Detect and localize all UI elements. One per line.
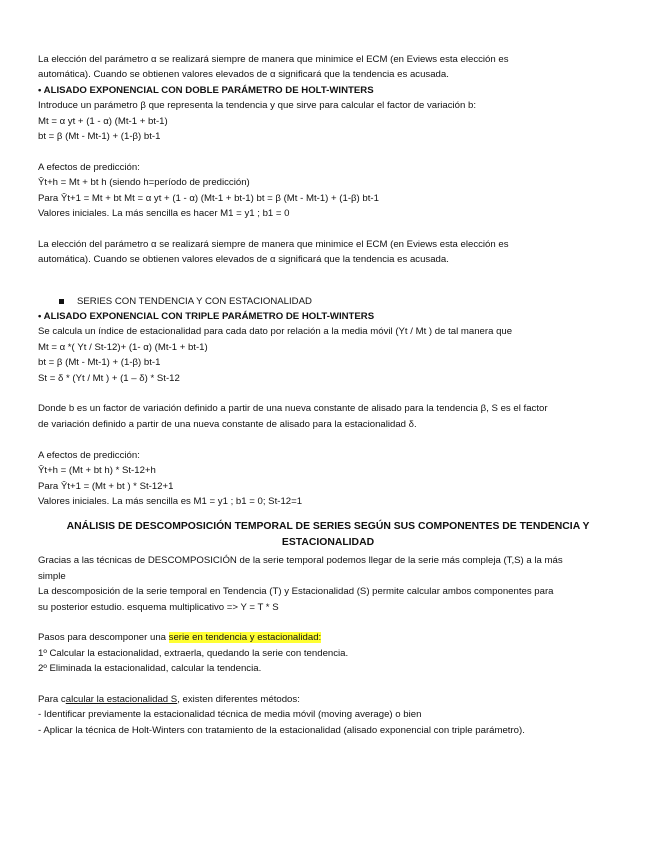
- formula-line: bt = β (Mt - Mt-1) + (1-β) bt-1: [38, 131, 161, 143]
- paragraph-line: automática). Cuando se obtienen valores elevados de α significará que la tendencia es acusada.: [38, 69, 449, 81]
- paragraph-line: de variación definido a partir de una nueva constante de alisado para la estacionalidad δ.: [38, 418, 417, 430]
- paragraph-line: Donde b es un factor de variación definido a partir de una nueva constante de alisado para la tendencia β, S es el factor: [38, 403, 548, 415]
- paragraph-line: Introduce un parámetro β que representa la tendencia y que sirve para calcular el factor de variación b:: [38, 100, 477, 112]
- underlined-text: alcular la estacionalidad S: [65, 693, 178, 705]
- paragraph-line: simple: [38, 570, 66, 582]
- main-heading: ANÁLISIS DE DESCOMPOSICIÓN TEMPORAL DE SERIES SEGÚN SUS COMPONENTES DE TENDENCIA Y ESTACIONALIDAD: [66, 521, 590, 549]
- formula-line: Mt = α yt + (1 - α) (Mt-1 + bt-1): [38, 115, 168, 127]
- bullet-text: SERIES CON TENDENCIA Y CON ESTACIONALIDAD: [77, 295, 312, 307]
- document-body: [38, 52, 618, 738]
- paragraph-line: A efectos de predicción:: [38, 161, 140, 173]
- paragraph-line: Gracias a las técnicas de DESCOMPOSICIÓN de la serie temporal podemos llegar de la serie más compleja (T,S) a la más: [38, 555, 563, 567]
- paragraph-line: Valores iniciales. La más sencilla es hacer M1 = y1 ; b1 = 0: [38, 208, 290, 220]
- highlighted-text: serie en tendencia y estacionalidad:: [168, 632, 322, 644]
- paragraph-line: automática). Cuando se obtienen valores elevados de α significará que la tendencia es acusada.: [38, 254, 449, 266]
- method-line: - Aplicar la técnica de Holt-Winters con tratamiento de la estacionalidad (alisado exponencial con triple parámetro).: [38, 724, 525, 736]
- paragraph-line: su posterior estudio. esquema multiplicativo => Y = T * S: [38, 601, 279, 613]
- paragraph-line: La elección del parámetro α se realizará siempre de manera que minimice el ECM (en Eviews esta elección es: [38, 54, 509, 65]
- formula-line: Para Ŷt+1 = Mt + bt Mt = α yt + (1 - α) (Mt-1 + bt-1) bt = β (Mt - Mt-1) + (1-β) bt-1: [38, 192, 379, 204]
- formula-line: Mt = α *( Yt / St-12)+ (1- α) (Mt-1 + bt-1): [38, 341, 208, 353]
- section-heading-doble: • ALISADO EXPONENCIAL CON DOBLE PARÁMETRO DE HOLT-WINTERS: [38, 84, 374, 96]
- paragraph-line: La descomposición de la serie temporal en Tendencia (T) y Estacionalidad (S) permite calcular ambos componentes para: [38, 586, 554, 598]
- formula-line: Ŷt+h = Mt + bt h (siendo h=período de predicción): [38, 177, 250, 189]
- methods-intro: [38, 692, 618, 707]
- paragraph-line: A efectos de predicción:: [38, 449, 140, 461]
- methods-intro-prefix: Para c: [38, 693, 66, 705]
- step-line: 1º Calcular la estacionalidad, extraerla, quedando la serie con tendencia.: [38, 647, 349, 659]
- formula-line: St = δ * (Yt / Mt ) + (1 – δ) * St-12: [38, 372, 180, 384]
- step-line: 2º Eliminada la estacionalidad, calcular la tendencia.: [38, 663, 262, 675]
- formula-line: Para Ŷt+1 = (Mt + bt ) * St-12+1: [38, 480, 174, 492]
- paragraph-line: Se calcula un índice de estacionalidad para cada dato por relación a la media móvil (Yt / Mt ) de tal manera que: [38, 326, 513, 338]
- formula-line: bt = β (Mt - Mt-1) + (1-β) bt-1: [38, 357, 161, 369]
- methods-intro-suffix: , existen diferentes métodos:: [177, 693, 300, 705]
- bullet-item: [38, 294, 618, 309]
- paragraph-line: Valores iniciales. La más sencilla es M1 = y1 ; b1 = 0; St-12=1: [38, 495, 303, 507]
- section-heading-triple: • ALISADO EXPONENCIAL CON TRIPLE PARÁMETRO DE HOLT-WINTERS: [38, 311, 375, 323]
- method-line: - Identificar previamente la estacionalidad técnica de media móvil (moving average) o bien: [38, 709, 422, 721]
- paragraph-line: La elección del parámetro α se realizará siempre de manera que minimice el ECM (en Eviews esta elección es: [38, 238, 509, 250]
- steps-intro: [38, 630, 618, 645]
- formula-line: Ŷt+h = (Mt + bt h) * St-12+h: [38, 465, 156, 477]
- steps-intro-text: Pasos para descomponer una: [38, 632, 169, 644]
- square-bullet-icon: [59, 299, 64, 304]
